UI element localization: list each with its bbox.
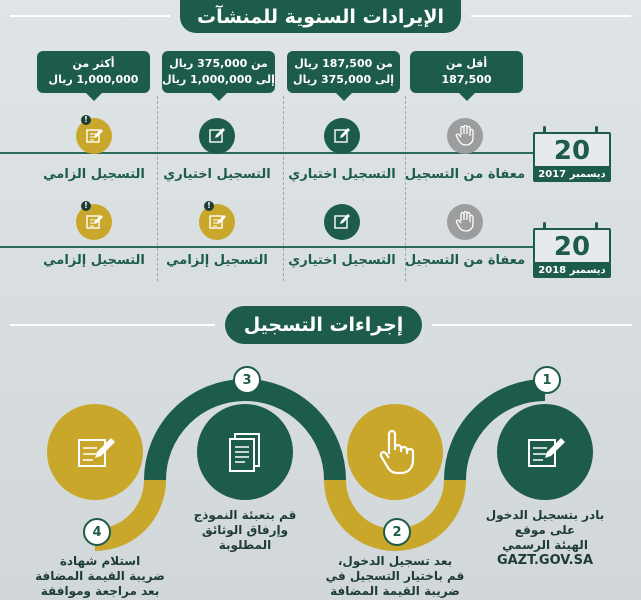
- step-1-circle: [497, 404, 593, 500]
- status-2018-bracket-4: [35, 201, 153, 268]
- status-label: التسجيل اختياري: [288, 253, 396, 268]
- status-label: معفاة من التسجيل: [404, 253, 526, 268]
- status-2017-bracket-3: [158, 118, 276, 182]
- certificate-icon: [73, 430, 117, 474]
- status-label: التسجيل الزامي: [43, 167, 145, 182]
- revenue-bracket-2: [287, 51, 400, 93]
- edit-icon: [523, 430, 567, 474]
- pointer-hand-icon: [373, 428, 417, 476]
- step-2-text: [320, 554, 470, 599]
- step-text-line: المطلوبة: [218, 538, 272, 552]
- status-label: معفاة من التسجيل: [404, 167, 526, 182]
- revenue-bracket-3: [162, 51, 275, 93]
- revenue-bracket-4-line2: 1,000,000 ريال: [48, 73, 139, 86]
- step-2-circle: [347, 404, 443, 500]
- revenue-bracket-1-line2: 187,500: [441, 73, 492, 86]
- hand-icon: [447, 204, 483, 240]
- page-title: الإيرادات السنوية للمنشآت: [180, 0, 461, 33]
- documents-icon: [223, 428, 267, 476]
- step-text-line: قم باختيار التسجيل في: [325, 569, 465, 583]
- step-text-line: استلام شهادة: [59, 554, 141, 568]
- step-text-line: بعد تسجيل الدخول،: [337, 554, 453, 568]
- step-text-line: الهيئة الرسمي: [502, 538, 588, 552]
- status-2017-bracket-4: [35, 115, 153, 182]
- step-number: 1: [533, 366, 561, 394]
- warning-icon: !: [204, 201, 214, 211]
- status-2018-bracket-1: [406, 204, 524, 268]
- step-text-line: قم بتعبئة النموذج: [193, 508, 297, 522]
- step-number: 4: [83, 518, 111, 546]
- calendar-day: 20: [533, 132, 611, 170]
- hand-icon: [447, 118, 483, 154]
- revenue-bracket-4-line1: أكثر من: [72, 57, 115, 70]
- title-divider-left: [10, 15, 170, 17]
- step-1-text: [470, 508, 620, 568]
- step-number: 3: [233, 366, 261, 394]
- revenue-bracket-1-line1: أقل من: [445, 57, 488, 70]
- status-2017-bracket-2: [283, 118, 401, 182]
- calendar-day: 20: [533, 228, 611, 266]
- status-2018-bracket-2: [283, 204, 401, 268]
- revenue-bracket-1: [410, 51, 523, 93]
- edit-warning-icon: [76, 201, 112, 240]
- section-divider-left: [10, 324, 215, 326]
- calendar-2018: [533, 222, 609, 278]
- status-label: التسجيل إلزامي: [43, 253, 145, 268]
- step-4-text: [25, 554, 175, 599]
- step-text-line: بادر بتسجيل الدخول: [485, 508, 605, 522]
- calendar-month: ديسمبر 2017: [533, 166, 611, 182]
- step-number: 2: [383, 518, 411, 546]
- step-text-line: ضريبة القيمة المضافة: [35, 569, 165, 583]
- step-text-line: GAZT.GOV.SA: [496, 553, 594, 568]
- edit-icon: [199, 118, 235, 154]
- status-label: التسجيل اختياري: [163, 167, 271, 182]
- edit-icon: [324, 118, 360, 154]
- status-label: التسجيل اختياري: [288, 167, 396, 182]
- calendar-2017: [533, 126, 609, 182]
- revenue-bracket-3-line2: إلى 1,000,000 ريال: [162, 73, 275, 86]
- step-3-text: [170, 508, 320, 553]
- step-text-line: ضريبة القيمة المضافة: [330, 584, 460, 598]
- step-text-line: بعد مراجعة وموافقة: [40, 584, 160, 598]
- revenue-bracket-2-line2: إلى 375,000 ريال: [293, 73, 394, 86]
- warning-icon: !: [81, 201, 91, 211]
- title-divider-right: [471, 15, 631, 17]
- calendar-month: ديسمبر 2018: [533, 262, 611, 278]
- edit-warning-icon: [199, 201, 235, 240]
- step-3-circle: [197, 404, 293, 500]
- edit-warning-icon: [76, 115, 112, 154]
- step-text-line: وإرفاق الوثائق: [201, 523, 289, 537]
- status-2017-bracket-1: [406, 118, 524, 182]
- section-divider-right: [432, 324, 632, 326]
- revenue-bracket-3-line1: من 375,000 ريال: [169, 57, 268, 70]
- step-4-circle: [47, 404, 143, 500]
- revenue-bracket-2-line1: من 187,500 ريال: [294, 57, 393, 70]
- status-2018-bracket-3: [158, 201, 276, 268]
- warning-icon: !: [81, 115, 91, 125]
- section-title: إجراءات التسجيل: [225, 306, 422, 344]
- edit-icon: [324, 204, 360, 240]
- status-label: التسجيل إلزامي: [166, 253, 268, 268]
- revenue-bracket-4: [37, 51, 150, 93]
- step-text-line: على موقع: [514, 523, 576, 537]
